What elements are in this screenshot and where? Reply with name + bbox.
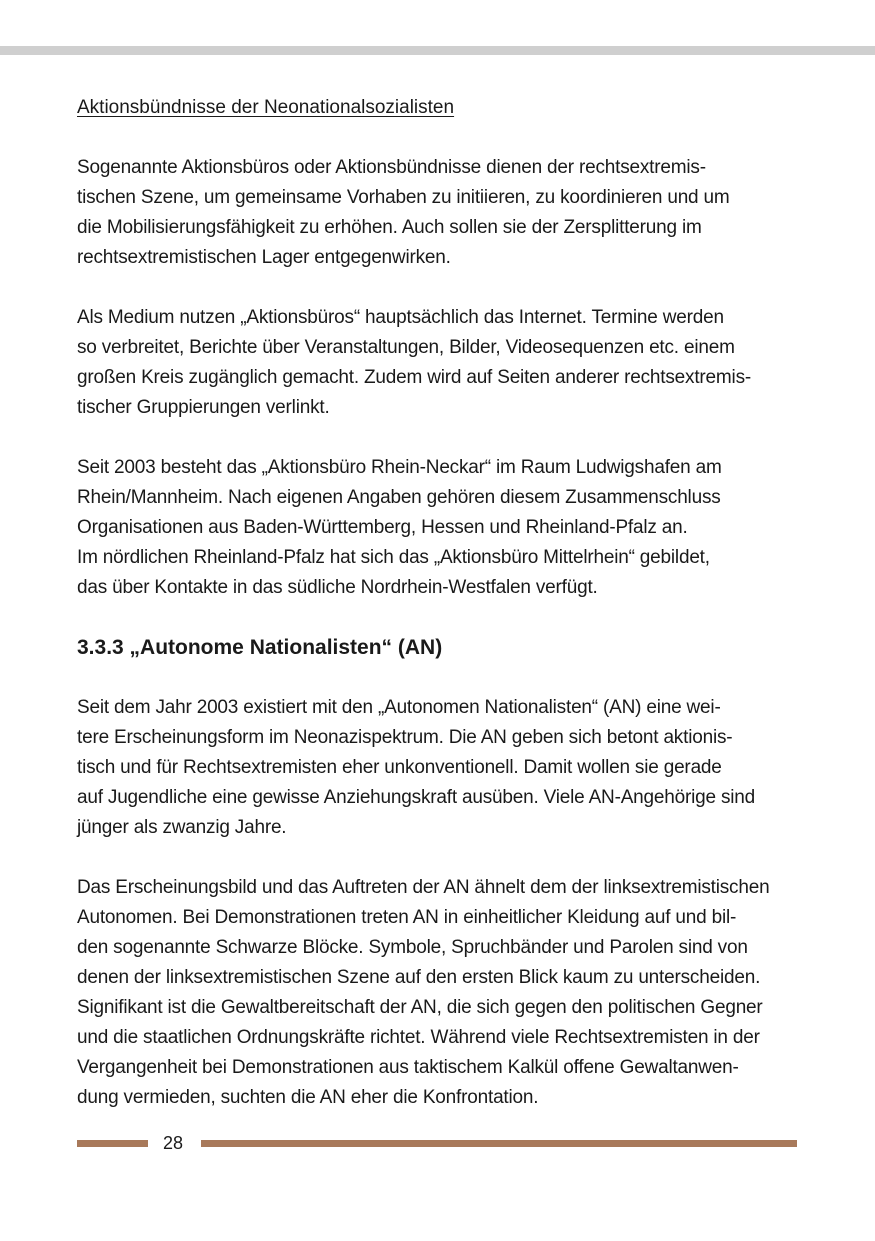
text-line: Seit 2003 besteht das „Aktionsbüro Rhein-Neckar“ im Raum Ludwigshafen am [77, 457, 722, 478]
top-divider-bar [0, 46, 875, 55]
text-line: dung vermieden, suchten die AN eher die Konfrontation. [77, 1087, 539, 1108]
text-line: jünger als zwanzig Jahre. [77, 817, 287, 838]
text-line: großen Kreis zugänglich gemacht. Zudem wird auf Seiten anderer rechtsextremis- [77, 367, 751, 388]
text-line: Seit dem Jahr 2003 existiert mit den „Autonomen Nationalisten“ (AN) eine wei- [77, 697, 721, 718]
text-line: rechtsextremistischen Lager entgegenwirken. [77, 247, 451, 268]
text-line: tisch und für Rechtsextremisten eher unkonventionell. Damit wollen sie gerade [77, 757, 722, 778]
page-content [77, 93, 802, 1143]
text-line: auf Jugendliche eine gewisse Anziehungskraft ausüben. Viele AN-Angehörige sind [77, 787, 756, 808]
paragraph [77, 303, 802, 423]
paragraph-group-2 [77, 693, 802, 1113]
page-footer [77, 1131, 797, 1155]
page-number: 28 [163, 1133, 184, 1153]
footer-rule-right [201, 1140, 797, 1147]
text-line: Als Medium nutzen „Aktionsbüros“ hauptsächlich das Internet. Termine werden [77, 307, 724, 328]
text-line: das über Kontakte in das südliche Nordrhein-Westfalen verfügt. [77, 577, 598, 598]
text-line: Sogenannte Aktionsbüros oder Aktionsbündnisse dienen der rechtsextremis- [77, 157, 706, 178]
section-heading: 3.3.3 „Autonome Nationalisten“ (AN) [77, 636, 443, 659]
text-line: tere Erscheinungsform im Neonazispektrum. Die AN geben sich betont aktionis- [77, 727, 733, 748]
text-line: die Mobilisierungsfähigkeit zu erhöhen. Auch sollen sie der Zersplitterung im [77, 217, 702, 238]
paragraph [77, 153, 802, 273]
text-line: tischen Szene, um gemeinsame Vorhaben zu initiieren, zu koordinieren und um [77, 187, 730, 208]
text-line: denen der linksextremistischen Szene auf den ersten Blick kaum zu unterscheiden. [77, 967, 761, 988]
text-line: Organisationen aus Baden-Württemberg, Hessen und Rheinland-Pfalz an. [77, 517, 688, 538]
text-line: Vergangenheit bei Demonstrationen aus taktischem Kalkül offene Gewaltanwen- [77, 1057, 739, 1078]
text-line: Signifikant ist die Gewaltbereitschaft der AN, die sich gegen den politischen Gegner [77, 997, 763, 1018]
text-line: und die staatlichen Ordnungskräfte richtet. Während viele Rechtsextremisten in der [77, 1027, 760, 1048]
text-line: Im nördlichen Rheinland-Pfalz hat sich das „Aktionsbüro Mittelrhein“ gebildet, [77, 547, 710, 568]
text-line: Das Erscheinungsbild und das Auftreten der AN ähnelt dem der linksextremistischen [77, 877, 770, 898]
paragraph-group-1 [77, 153, 802, 603]
text-line: Rhein/Mannheim. Nach eigenen Angaben gehören diesem Zusammenschluss [77, 487, 721, 508]
footer-rule-left [77, 1140, 148, 1147]
paragraph [77, 453, 802, 603]
paragraph [77, 693, 802, 843]
text-line: tischer Gruppierungen verlinkt. [77, 397, 330, 418]
text-line: den sogenannte Schwarze Blöcke. Symbole, Spruchbänder und Parolen sind von [77, 937, 748, 958]
text-line: so verbreitet, Berichte über Veranstaltungen, Bilder, Videosequenzen etc. einem [77, 337, 735, 358]
paragraph [77, 873, 802, 1113]
text-line: Autonomen. Bei Demonstrationen treten AN in einheitlicher Kleidung auf und bil- [77, 907, 737, 928]
subheading: Aktionsbündnisse der Neonationalsozialisten [77, 97, 455, 118]
